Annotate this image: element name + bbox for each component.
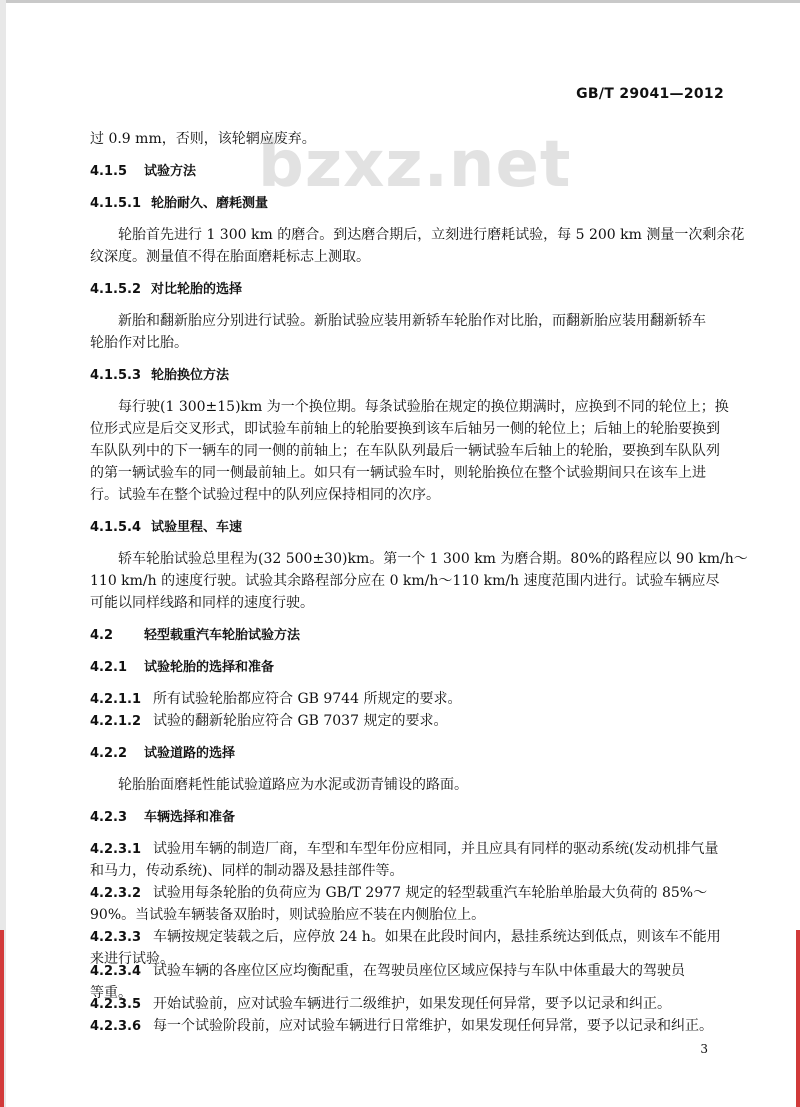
heading-title: 试验方法 [144, 164, 197, 179]
left-red-edge [0, 930, 4, 1107]
section-heading [90, 364, 229, 387]
watermark: bzxz.net [258, 128, 572, 202]
heading-title: 轮胎换位方法 [151, 368, 230, 383]
clause-line [90, 838, 718, 861]
heading-title: 轻型载重汽车轮胎试验方法 [144, 628, 301, 643]
clause-continuation: 等重。 [90, 985, 132, 1001]
paragraph-line: 车队队列中的下一辆车的同一侧的前轴上；在车队队列最后一辆试验车后轴上的轮胎，要换到车队队列 [90, 443, 720, 459]
section-heading [90, 160, 196, 183]
clause-text: 车辆按规定装载之后，应停放 24 h。如果在此段时间内，悬挂系统达到低点，则该车不能用 [153, 929, 721, 945]
heading-number: 4.2.2 [90, 746, 128, 761]
paragraph-line: 位形式应是后交叉形式，即试验车前轴上的轮胎要换到该车后轴另一侧的轮位上；后轴上的轮胎要换到 [90, 421, 720, 437]
clause-number: 4.2.3.2 [90, 886, 141, 901]
clause-line [90, 1015, 713, 1038]
section-heading [90, 192, 268, 215]
clause-text: 试验用车辆的制造厂商，车型和车型年份应相同，并且应具有同样的驱动系统(发动机排气量 [153, 841, 719, 857]
standard-number: GB/T 29041—2012 [576, 86, 724, 102]
clause-number: 4.2.3.5 [90, 997, 141, 1012]
clause-line [90, 926, 721, 949]
heading-number: 4.1.5.4 [90, 520, 141, 535]
section-heading [90, 806, 235, 829]
heading-number: 4.2 [90, 628, 114, 643]
clause-continuation: 和马力，传动系统)、同样的制动器及悬挂部件等。 [90, 863, 404, 879]
body-text: 过 0.9 mm，否则，该轮辋应废弃。 [90, 131, 316, 147]
heading-number: 4.2.3 [90, 810, 128, 825]
paragraph-line: 轮胎作对比胎。 [90, 335, 188, 351]
paragraph-line: 行。试验车在整个试验过程中的队列应保持相同的次序。 [90, 487, 440, 503]
top-border [0, 0, 800, 3]
clause-text: 开始试验前，应对试验车辆进行二级维护，如果发现任何异常，要予以记录和纠正。 [153, 996, 671, 1012]
clause-line [90, 993, 671, 1016]
heading-title: 对比轮胎的选择 [151, 282, 243, 297]
clause-number: 4.2.1.1 [90, 692, 141, 707]
heading-number: 4.1.5 [90, 164, 128, 179]
paragraph-line: 新胎和翻新胎应分别进行试验。新胎试验应装用新轿车轮胎作对比胎，而翻新胎应装用翻新轿车 [118, 313, 706, 329]
clause-line [90, 688, 461, 711]
clause-continuation: 90%。当试验车辆装备双胎时，则试验胎应不装在内侧胎位上。 [90, 907, 486, 923]
clause-continuation: 来进行试验。 [90, 951, 174, 967]
clause-text: 试验的翻新轮胎应符合 GB 7037 规定的要求。 [153, 713, 448, 729]
heading-number: 4.1.5.2 [90, 282, 141, 297]
page-number: 3 [700, 1042, 708, 1056]
clause-number: 4.2.3.4 [90, 964, 141, 979]
clause-line [90, 882, 707, 905]
heading-title: 轮胎耐久、磨耗测量 [151, 196, 269, 211]
paragraph-line: 轿车轮胎试验总里程为(32 500±30)km。第一个 1 300 km 为磨合期。80%的路程应以 90 km/h～ [118, 551, 748, 567]
paragraph-line: 轮胎首先进行 1 300 km 的磨合。到达磨合期后，立刻进行磨耗试验，每 5 200 km 测量一次剩余花 [118, 227, 745, 243]
heading-number: 4.1.5.1 [90, 196, 141, 211]
clause-line [90, 710, 447, 733]
clause-text: 试验车辆的各座位区应均衡配重，在驾驶员座位区域应保持与车队中体重最大的驾驶员 [153, 963, 685, 979]
paragraph-line: 每行驶(1 300±15)km 为一个换位期。每条试验胎在规定的换位期满时，应换到不同的轮位上；换 [118, 399, 729, 415]
paragraph-line: 轮胎胎面磨耗性能试验道路应为水泥或沥青铺设的路面。 [118, 777, 468, 793]
paragraph-line: 110 km/h 的速度行驶。试验其余路程部分应在 0 km/h～110 km/h 速度范围内进行。试验车辆应尽 [90, 573, 720, 589]
clause-number: 4.2.3.6 [90, 1019, 141, 1034]
clause-number: 4.2.1.2 [90, 714, 141, 729]
heading-title: 车辆选择和准备 [144, 810, 236, 825]
section-heading [90, 656, 274, 679]
section-heading [90, 742, 235, 765]
heading-number: 4.1.5.3 [90, 368, 141, 383]
clause-text: 试验用每条轮胎的负荷应为 GB/T 2977 规定的轻型载重汽车轮胎单胎最大负荷的 85%～ [153, 885, 708, 901]
clause-text: 所有试验轮胎都应符合 GB 9744 所规定的要求。 [153, 691, 462, 707]
paragraph-line: 纹深度。测量值不得在胎面磨耗标志上测取。 [90, 249, 370, 265]
clause-line [90, 960, 685, 983]
clause-number: 4.2.3.3 [90, 930, 141, 945]
paragraph-line: 的第一辆试验车的同一侧最前轴上。如只有一辆试验车时，则轮胎换位在整个试验期间只在该车上进 [90, 465, 706, 481]
section-heading [90, 278, 242, 301]
heading-title: 试验轮胎的选择和准备 [144, 660, 275, 675]
heading-title: 试验里程、车速 [151, 520, 243, 535]
right-red-edge [796, 930, 800, 1107]
heading-number: 4.2.1 [90, 660, 128, 675]
clause-text: 每一个试验阶段前，应对试验车辆进行日常维护，如果发现任何异常，要予以记录和纠正。 [153, 1018, 713, 1034]
section-heading [90, 516, 242, 539]
clause-number: 4.2.3.1 [90, 842, 141, 857]
section-heading [90, 624, 300, 647]
paragraph-line: 可能以同样线路和同样的速度行驶。 [90, 595, 314, 611]
heading-title: 试验道路的选择 [144, 746, 236, 761]
